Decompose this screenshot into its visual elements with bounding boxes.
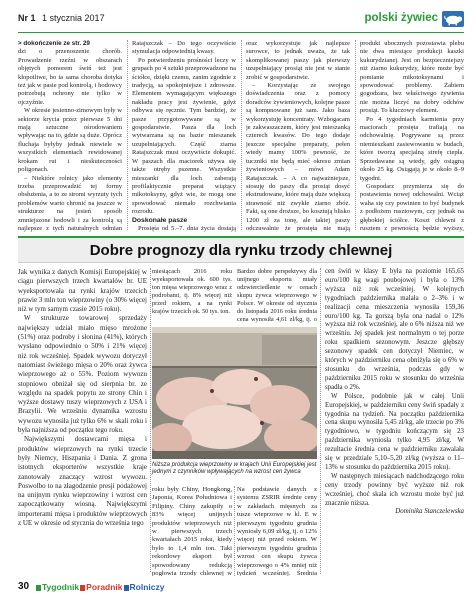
continuation-marker: > dokończenie ze str. 29 (18, 40, 90, 47)
paragraph: Po potwierdzeniu prośności leczy w grupach po 4 sztuki przeprowadzone na ściółce, dzięki czemu, zanim zgodnie z tradycją, sa spokojniejsze i zdrowsze. Elementem wymagającym większego nakładu pracy jest żywienie, gdyż odbywa się ręcznie. Tym bardziej, że pasze przygotowywane są w gospodarstwie. Pasza dla loch wytwarzana są na bazie mieszanek uzupełniających. Część ziarna Ratajszczak musi oczywiście dokupić. W paszach dla maciorek używa się także otręby pszenne. Wszystkie mieszanki dla loch zaberają profilaktycznie preparat wiążący mikotoksyny, gdyż wie, że mogą one spowodować niemało rozchwiania rozrodu. (132, 56, 236, 216)
photo-caption: Niższa produkcja wieprzowiny w krajach Unii Europejskiej jest jednym z czynników wpływających na wzrost cen żywca (152, 462, 317, 476)
pig-icon (442, 11, 464, 27)
main-article-col-3 (237, 486, 317, 576)
author-signature: Dominika Stanczelewska (395, 508, 464, 516)
paragraph: W następnych miesiącach nadchodzącego roku ceny trzody powinny być wyższe niż rok wcześniej, choć skala ich wzrostu może być już znacznie niższa. (325, 472, 464, 507)
paragraph: Na podstawie danych z systemu ZSRIR średnie ceny w zakładach mięsnych za tusze wieprzowe w kl. E w pierwszym tygodniu grudnia wyniosły 6,09 zł/kg, tj. o 12% więcej niż przed rokiem. W pierwszym tygodniu grudnia wzrost cen skupu żywca wieprzowego o 4% mniej niż tydzień wcześniej. Średnia (237, 486, 317, 576)
main-article-col-4 (325, 268, 464, 574)
paragraph: dzi o przenoszenie chorób. Prowadzenie rzeźni w obszarach objętych pomorem świń też jest kłopotliwe, bo ta sama choroba dotyka też jak w pasie pod kontrolą, i hodowcy potrzebują ochrony nie tylko w ojczyźnie. (18, 48, 122, 106)
top-article-col-3 (246, 40, 350, 232)
logo-part-3: Rolniczy (129, 582, 165, 592)
column-divider (150, 268, 151, 572)
paragraph: W okresie jesienno-zimowym były w sektorze krycia przez pierwsze 5 dni mają sztuczne ośrodowaniem wpływając na to, gdzie są duże. Oprócz fluchaja byłyby jednak niewiele w wszystkich elementach rewidowanej krokam rui i nieskuteczności poligonach. (18, 107, 122, 174)
logo-square-icon (80, 585, 85, 591)
paragraph: Ratajszczak – Do tego oczywiście stymulacja odpowiednią kwasy. (132, 40, 236, 56)
column-divider (355, 40, 356, 230)
column-divider (127, 40, 128, 230)
paragraph: Gospodarz przymierza się do postawienia nowej odchowalni. Wciąż waha się czy powinien to być budynek z podłożem rusztowym, czy jednak na głębokiej ściółce. Koszt chlewni z rusztem z pewnością będzie wyższy, (360, 182, 464, 232)
page-number: 30 (18, 581, 30, 592)
issue-date: 1 stycznia 2017 (42, 13, 105, 23)
paragraph: produkt ubocznych pozostawia plebu nie dwa miesiące produkcji kaszki kukurydzianej. Jest on bezpieczniejszy niż ziarno kukurydzy, które może być pomianie mikotoksynami i spowodować problemy. Żabiem gogodzara, bez właściwego żywienia nie można liczyć na dobry odchów prosiąt. To kluczowy element. (360, 40, 464, 115)
paragraph: Największymi dostawcami mięsa i produktów wieprzowych na rynki trzecie były Niemcy, Hiszpania i Dania. Z grona istotnych eksporterów wszystkie kraje zanotowały znaczący wzrost wywozu. Poswolbo to na złagodzenie presji podażowej na unijnym rynku wieprzowiny i wzrost cen zapoczątkowany wiosną. Największymi importerami mięsa i produktów wieprzowych z UE w okresie od stycznia do września tego (18, 435, 147, 528)
paragraph: oraz wykorzystuje jak najlepsze surowce, to jednak uważa, że tak skomplikowanej paszy jak pierwszy uzupełniający prosiąt nie jest w stanie zrobić w gospodarstwie. (246, 40, 350, 81)
top-article-col-2 (132, 40, 236, 232)
section-brand-label: polski żywiec (364, 12, 438, 24)
paragraph: cen świń w klasy E była na poziomie 165,65 euro/100 kg wagi poubojowej i była o 13% wyższa niż rok wcześniej. W kolejnych tygodniach października malała o 2–3% i w realizacji cena mieszczenia wynosiła 159,36 euro/100 kg. Ta gorszą była ona nadal o 12% wyższa niż rok wcześniej, ale o 6% niższa niż we wrześniu. Jej spadek jest normalnym o tej porze roku spadkiem sezonowym. Jeszcze głębszy sezonowy spadek cen dotyczył Niemiec, w których w październiku cena obniżyła się o 6% w stosunku do września, podczas gdy w październiku 2015 roku w stosunku do września spadła o 2%. (325, 268, 464, 391)
paragraph: W strukturze towarowej sprzedaży największy udział miało mięso mrożone (51%) oraz podroby i słonina (41%), których wysłano odpowiednio o 50% i 21% więcej niż rok wcześniej. Spadek wywozu dotyczył natomiast świeżego mięsa o 20% oraz żywca wieprzowego aż o 55%. Poziom wywozu stopniowo obniżał się od sierpnia br. ze względu na spadek popytu ze strony Chin i wyższe dostawy tuszy wieprzowych z USA i Brazylii. We wrześniu dynamika wzrostu wywozu wynosiła już tylko 6% w skali roku i była najniższa od początku tego roku. (18, 314, 147, 435)
headline-band (18, 236, 464, 263)
main-article-col-2-top (152, 268, 232, 324)
section-brand (364, 12, 438, 24)
main-article-col-2 (152, 486, 232, 576)
main-article-col-1 (18, 268, 147, 574)
top-article-col-4 (360, 40, 464, 232)
main-article-col-3-top (237, 268, 317, 324)
paragraph: roku były Chiny, Hongkong, Japonia, Korea Południowa i Filipiny. Chiny zakupiły o 83% więcej unijnych produktów wieprzowych niż w pierwszych trzech kwartałach 2015 roku, kiedy było to 1,4 mln ton. Taki rekordowy eksport był spowodowany redukcją pogłowia trzody chlewnej w (152, 486, 232, 576)
logo-square-icon (36, 585, 41, 591)
column-divider (234, 486, 235, 576)
paragraph: Po 4 tygodniach karmienia przy maciorach prosięta trafiają na odchowalnię. Pogrywane są przez niemieszkani zasiewowaniu w budach, które tworzą specjalną strefę ciepła. Sprzedawane są wtedy, gdy osiągną około 25 kg. Osiągają je w około 8–9 tygodni. (360, 115, 464, 182)
page-header (18, 10, 464, 32)
logo-part-1: Tygodnik (42, 582, 80, 592)
paragraph: miesiącach 2016 roku wyeksportowała ok. 600 tys. ton mięsa wieprzowego wraz z podrobami, tj. 8% więcej niż przed rokiem, a na rynki krajów trzecich ok. 50 tys. ton. (152, 268, 232, 315)
paragraph: – Korzystając ze swojego doświadczenia oraz z pomocy doradców żywieniowych, kolejne pasze są kompnowane już sam. Jako baza wykorzystuję koncentraty. Wzbogacam je zakwaszaczem, który jest mieszanką czterech kwasów. Do tego dodaje jeszcze specjalne preparaty, pełen wtedy mamy 100% pewność, że tuczniki nie będą mieć okresu zmian żywieniowych – mówi Adam Ratajszczak. – A co najważniejsze, stosuję do paszy dla prosiąt dosyć ekstrudowane, które mają duże większą strawność niż zwykłe ziarno zbóż. Fakt, są one droższe, bo kosztują blisko 1200 zł za tonę, ale takiej paszy odczuwalnie że prosięta nie mają (246, 82, 350, 232)
paragraph: – Niektóre rolnicy jako elementy trzeba przeprowadzić tej formy obsłużenia, a to ze stromi wyrzuty tych problemów warto chronić na jeszcze w strukturze na jesień sposób zmniejszone hodowli i za kontrolą są najlepsze z tych naturalnych odmian (18, 174, 122, 232)
paragraph: Bardzo dobre perspektywy dla unijnego eksportu miały odzwierciedlenie w cenach skupu żywca wieprzowego w Polsce. W okresie od stycznia do listopada 2016 roku średnia cena wynosiła 4,61 zł/kg, tj. o (237, 268, 317, 323)
top-article-col-1 (18, 40, 122, 232)
column-divider (241, 40, 242, 230)
page-footer (18, 580, 464, 594)
publication-logo (35, 582, 164, 592)
issue-number: Nr 1 (18, 13, 36, 23)
pigs-photo (152, 327, 317, 459)
paragraph: Prosięta od 5.–7. dnia życia dostają (138, 224, 236, 232)
issue-info (18, 13, 105, 23)
article-headline: Dobre prognozy dla rynku trzody chlewnej (89, 242, 393, 259)
header-rule (18, 32, 464, 33)
lead-paragraph: Jak wynika z danych Komisji Europejskiej w ciągu pierwszych trzech kwartałów br. UE wyeksportowała na rynki krajów trzecich prawie 3 mln ton wieprzowiny (o 30% więcej niż w tym samym czasie 2015 roku). (18, 268, 147, 314)
logo-square-icon (124, 585, 129, 591)
paragraph: W Polsce, podobnie jak w całej Unii Europejskiej, w październiku ceny świń spadały z tygodnia na tydzień. Na początku października cena skupu wynosiła 5,45 zł/kg, ale trzecie po 3% tygodniowo, w tygodniu kończącym się 23 października wyniosła tylko 4,95 zł/kg. W rezultacie średnia cena w październiku zawalała się w przedziale 5,10–5,20 zł/kg (wyższa o 11–13% w stosunku do października 2015 roku). (325, 392, 464, 471)
subheading: Doskonałe pasze (132, 216, 188, 224)
column-divider (320, 268, 321, 574)
logo-part-2: Poradnik (86, 582, 123, 592)
